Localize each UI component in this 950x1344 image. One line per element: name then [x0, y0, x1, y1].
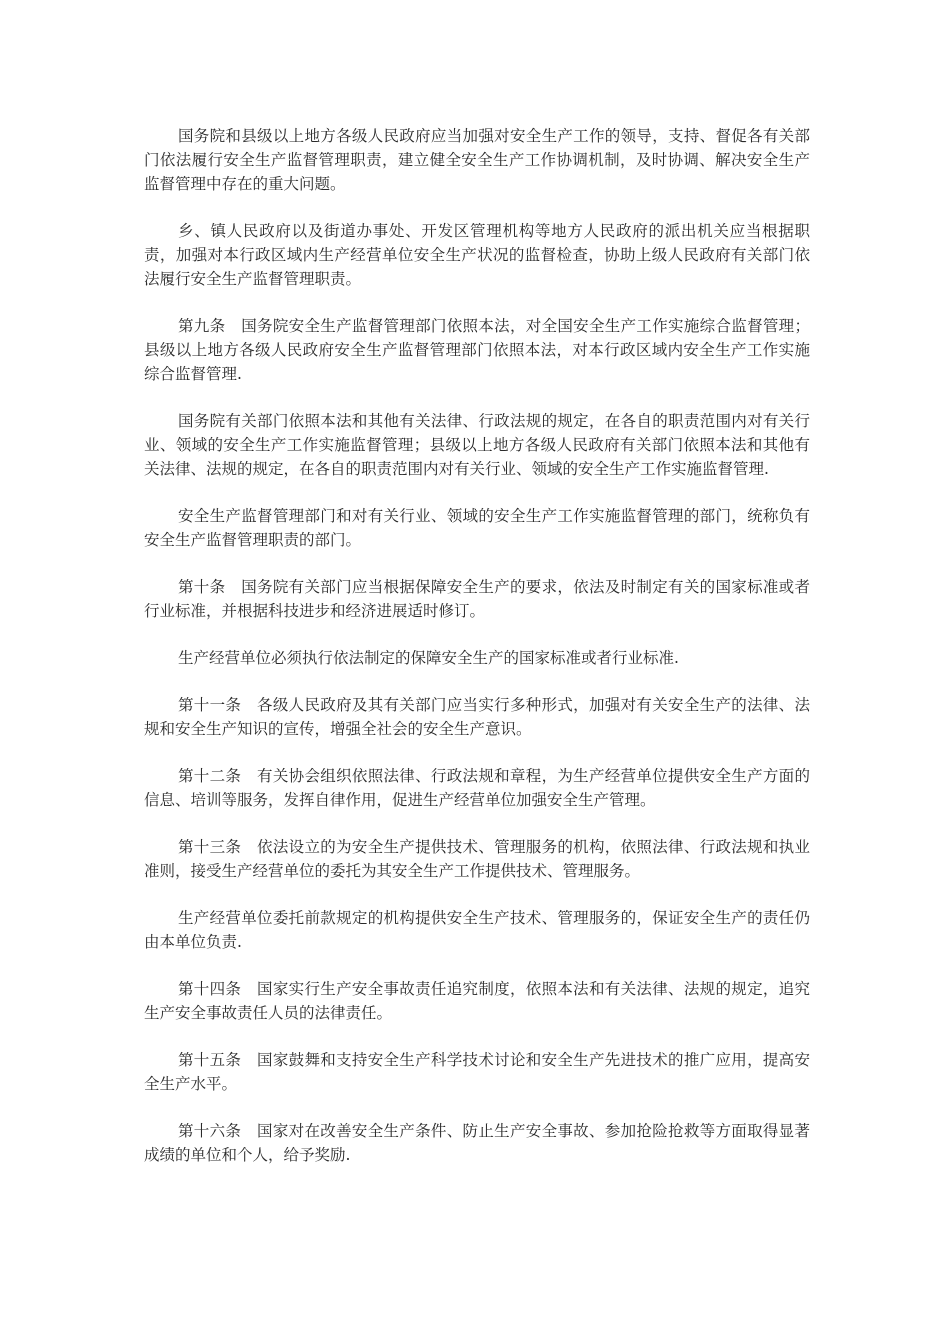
document-body: [144, 124, 810, 1190]
article-12-paragraph: 第十二条 有关协会组织依照法律、行政法规和章程，为生产经营单位提供安全生产方面的信息、培训等服务，发挥自律作用，促进生产经营单位加强安全生产管理。: [144, 767, 810, 809]
article-14-paragraph: 第十四条 国家实行生产安全事故责任追究制度，依照本法和有关法律、法规的规定，追究生产安全事故责任人员的法律责任。: [144, 980, 810, 1022]
paragraph: 安全生产监督管理部门和对有关行业、领域的安全生产工作实施监督管理的部门，统称负有安全生产监督管理职责的部门。: [144, 507, 810, 549]
paragraph: 生产经营单位委托前款规定的机构提供安全生产技术、管理服务的，保证安全生产的责任仍由本单位负责.: [144, 909, 810, 951]
paragraph: 生产经营单位必须执行依法制定的保障安全生产的国家标准或者行业标准.: [178, 649, 679, 667]
article-13-paragraph: 第十三条 依法设立的为安全生产提供技术、管理服务的机构，依照法律、行政法规和执业准则，接受生产经营单位的委托为其安全生产工作提供技术、管理服务。: [144, 838, 810, 880]
article-10-paragraph: 第十条 国务院有关部门应当根据保障安全生产的要求，依法及时制定有关的国家标准或者行业标准，并根据科技进步和经济进展适时修订。: [144, 578, 810, 620]
article-15-paragraph: 第十五条 国家鼓舞和支持安全生产科学技术讨论和安全生产先进技术的推广应用，提高安全生产水平。: [144, 1051, 810, 1093]
article-16-paragraph: 第十六条 国家对在改善安全生产条件、防止生产安全事故、参加抢险抢救等方面取得显著成绩的单位和个人，给予奖励.: [144, 1122, 810, 1164]
paragraph: 国务院有关部门依照本法和其他有关法律、行政法规的规定，在各自的职责范围内对有关行业、领域的安全生产工作实施监督管理；县级以上地方各级人民政府有关部门依照本法和其他有关法律、法规的规定，在各自的职责范围内对有关行业、领域的安全生产工作实施监督管理.: [144, 412, 810, 478]
paragraph: 乡、镇人民政府以及街道办事处、开发区管理机构等地方人民政府的派出机关应当根据职责，加强对本行政区域内生产经营单位安全生产状况的监督检查，协助上级人民政府有关部门依法履行安全生产监督管理职责。: [144, 222, 810, 288]
article-9-paragraph: 第九条 国务院安全生产监督管理部门依照本法，对全国安全生产工作实施综合监督管理；县级以上地方各级人民政府安全生产监督管理部门依照本法，对本行政区域内安全生产工作实施综合监督管理.: [144, 317, 810, 383]
paragraph: 国务院和县级以上地方各级人民政府应当加强对安全生产工作的领导，支持、督促各有关部门依法履行安全生产监督管理职责，建立健全安全生产工作协调机制，及时协调、解决安全生产监督管理中存在的重大问题。: [144, 127, 810, 193]
article-11-paragraph: 第十一条 各级人民政府及其有关部门应当实行多种形式，加强对有关安全生产的法律、法规和安全生产知识的宣传，增强全社会的安全生产意识。: [144, 696, 810, 738]
